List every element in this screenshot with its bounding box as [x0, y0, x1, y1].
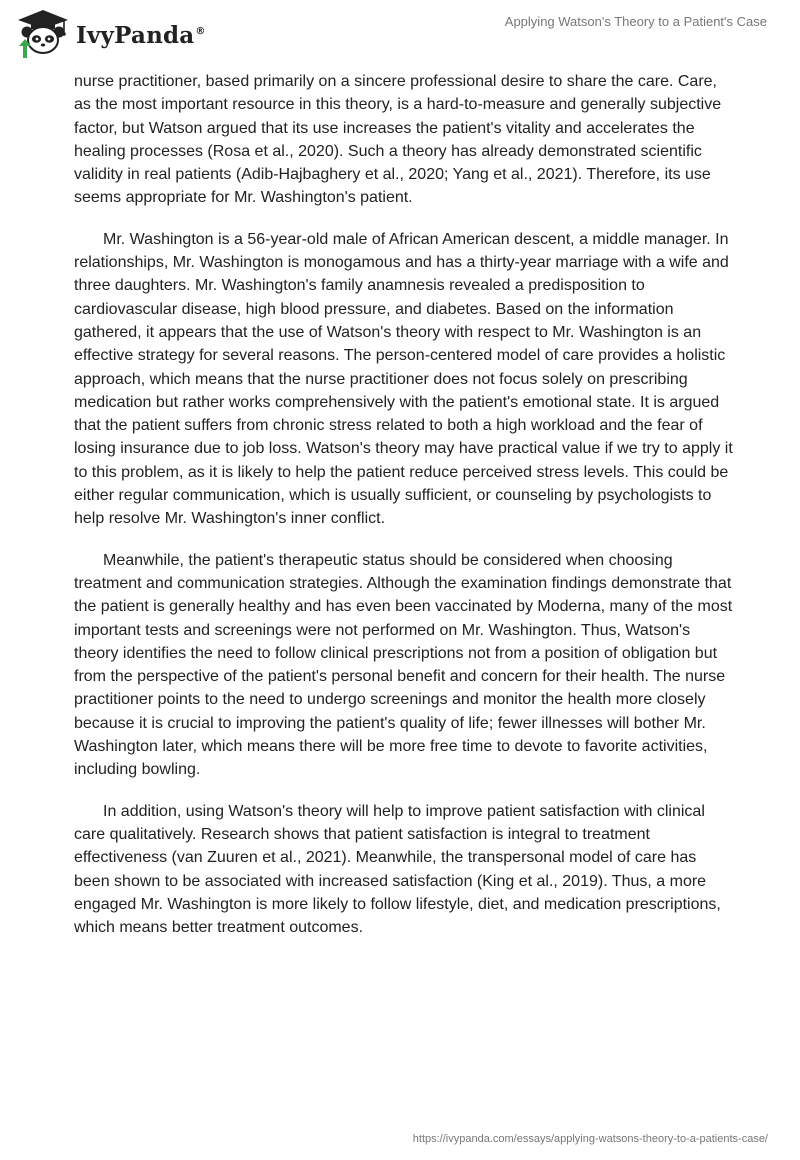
paragraph-patient-satisfaction: In addition, using Watson's theory will help to improve patient satisfaction with clinical care qualitatively. Research shows that patient satisfaction is integral to treatment effectiveness (van Zuuren et al., 2021). Meanwhile, the transpersonal model of care has been shown to be associated with increased satisfaction (King et al., 2019). Thus, a more engaged Mr. Washington is more likely to follow lifestyle, diet, and medication prescriptions, which means better treatment outcomes. [74, 802, 721, 937]
brand-name: IvyPanda® [76, 21, 206, 49]
essay-body [74, 70, 734, 957]
page-header [0, 0, 800, 70]
paragraph-patient-profile: Mr. Washington is a 56-year-old male of African American descent, a middle manager. In relationships, Mr. Washington is monogamous and has a thirty-year marriage with a wife and three daughters. Mr. Washington's family anamnesis revealed a predisposition to cardiovascular disease, high blood pressure, and diabetes. Based on the information gathered, it appears that the use of Watson's theory with respect to Mr. Washington is an effective strategy for several reasons. The person-centered model of care provides a holistic approach, which means that the nurse practitioner does not focus solely on prescribing medication but rather works comprehensively with the patient's emotional state. It is argued that the patient suffers from chronic stress related to both a high workload and the fear of losing insurance due to job loss. Watson's theory may have practical value if we try to apply it to this problem, as it is likely to help the patient reduce perceived stress levels. This could be either regular communication, which is usually sufficient, or counseling by psychologists to help resolve Mr. Washington's inner conflict. [74, 230, 733, 528]
paragraph-therapeutic-status: Meanwhile, the patient's therapeutic status should be considered when choosing treatment and communication strategies. Although the examination findings demonstrate that the patient is generally healthy and has even been vaccinated by Moderna, many of the most important tests and screenings were not performed on Mr. Washington. Thus, Watson's theory identifies the need to follow clinical prescriptions not from a position of obligation but from the perspective of the patient's personal benefit and concern for their health. The nurse practitioner points to the need to undergo screenings and monitor the health more closely because it is crucial to improving the patient's quality of life; fewer illnesses will bother Mr. Washington later, which means there will be more free time to devote to favorite activities, including bowling. [74, 551, 733, 779]
paragraph-continued: nurse practitioner, based primarily on a sincere professional desire to share the care. Care, as the most important resource in this theory, is a hard-to-measure and generally subjective factor, but Watson argued that its use increases the patient's vitality and accelerates the healing processes (Rosa et al., 2020). Such a theory has already demonstrated scientific validity in real patients (Adib-Hajbaghery et al., 2020; Yang et al., 2021). Therefore, its use seems appropriate for Mr. Washington's patient. [74, 73, 722, 207]
brand-logo[interactable] [14, 8, 206, 60]
panda-graduate-icon [14, 8, 72, 60]
source-url[interactable]: https://ivypanda.com/essays/applying-watsons-theory-to-a-patients-case/ [412, 1133, 768, 1145]
document-title: Applying Watson's Theory to a Patient's Case [504, 14, 767, 29]
